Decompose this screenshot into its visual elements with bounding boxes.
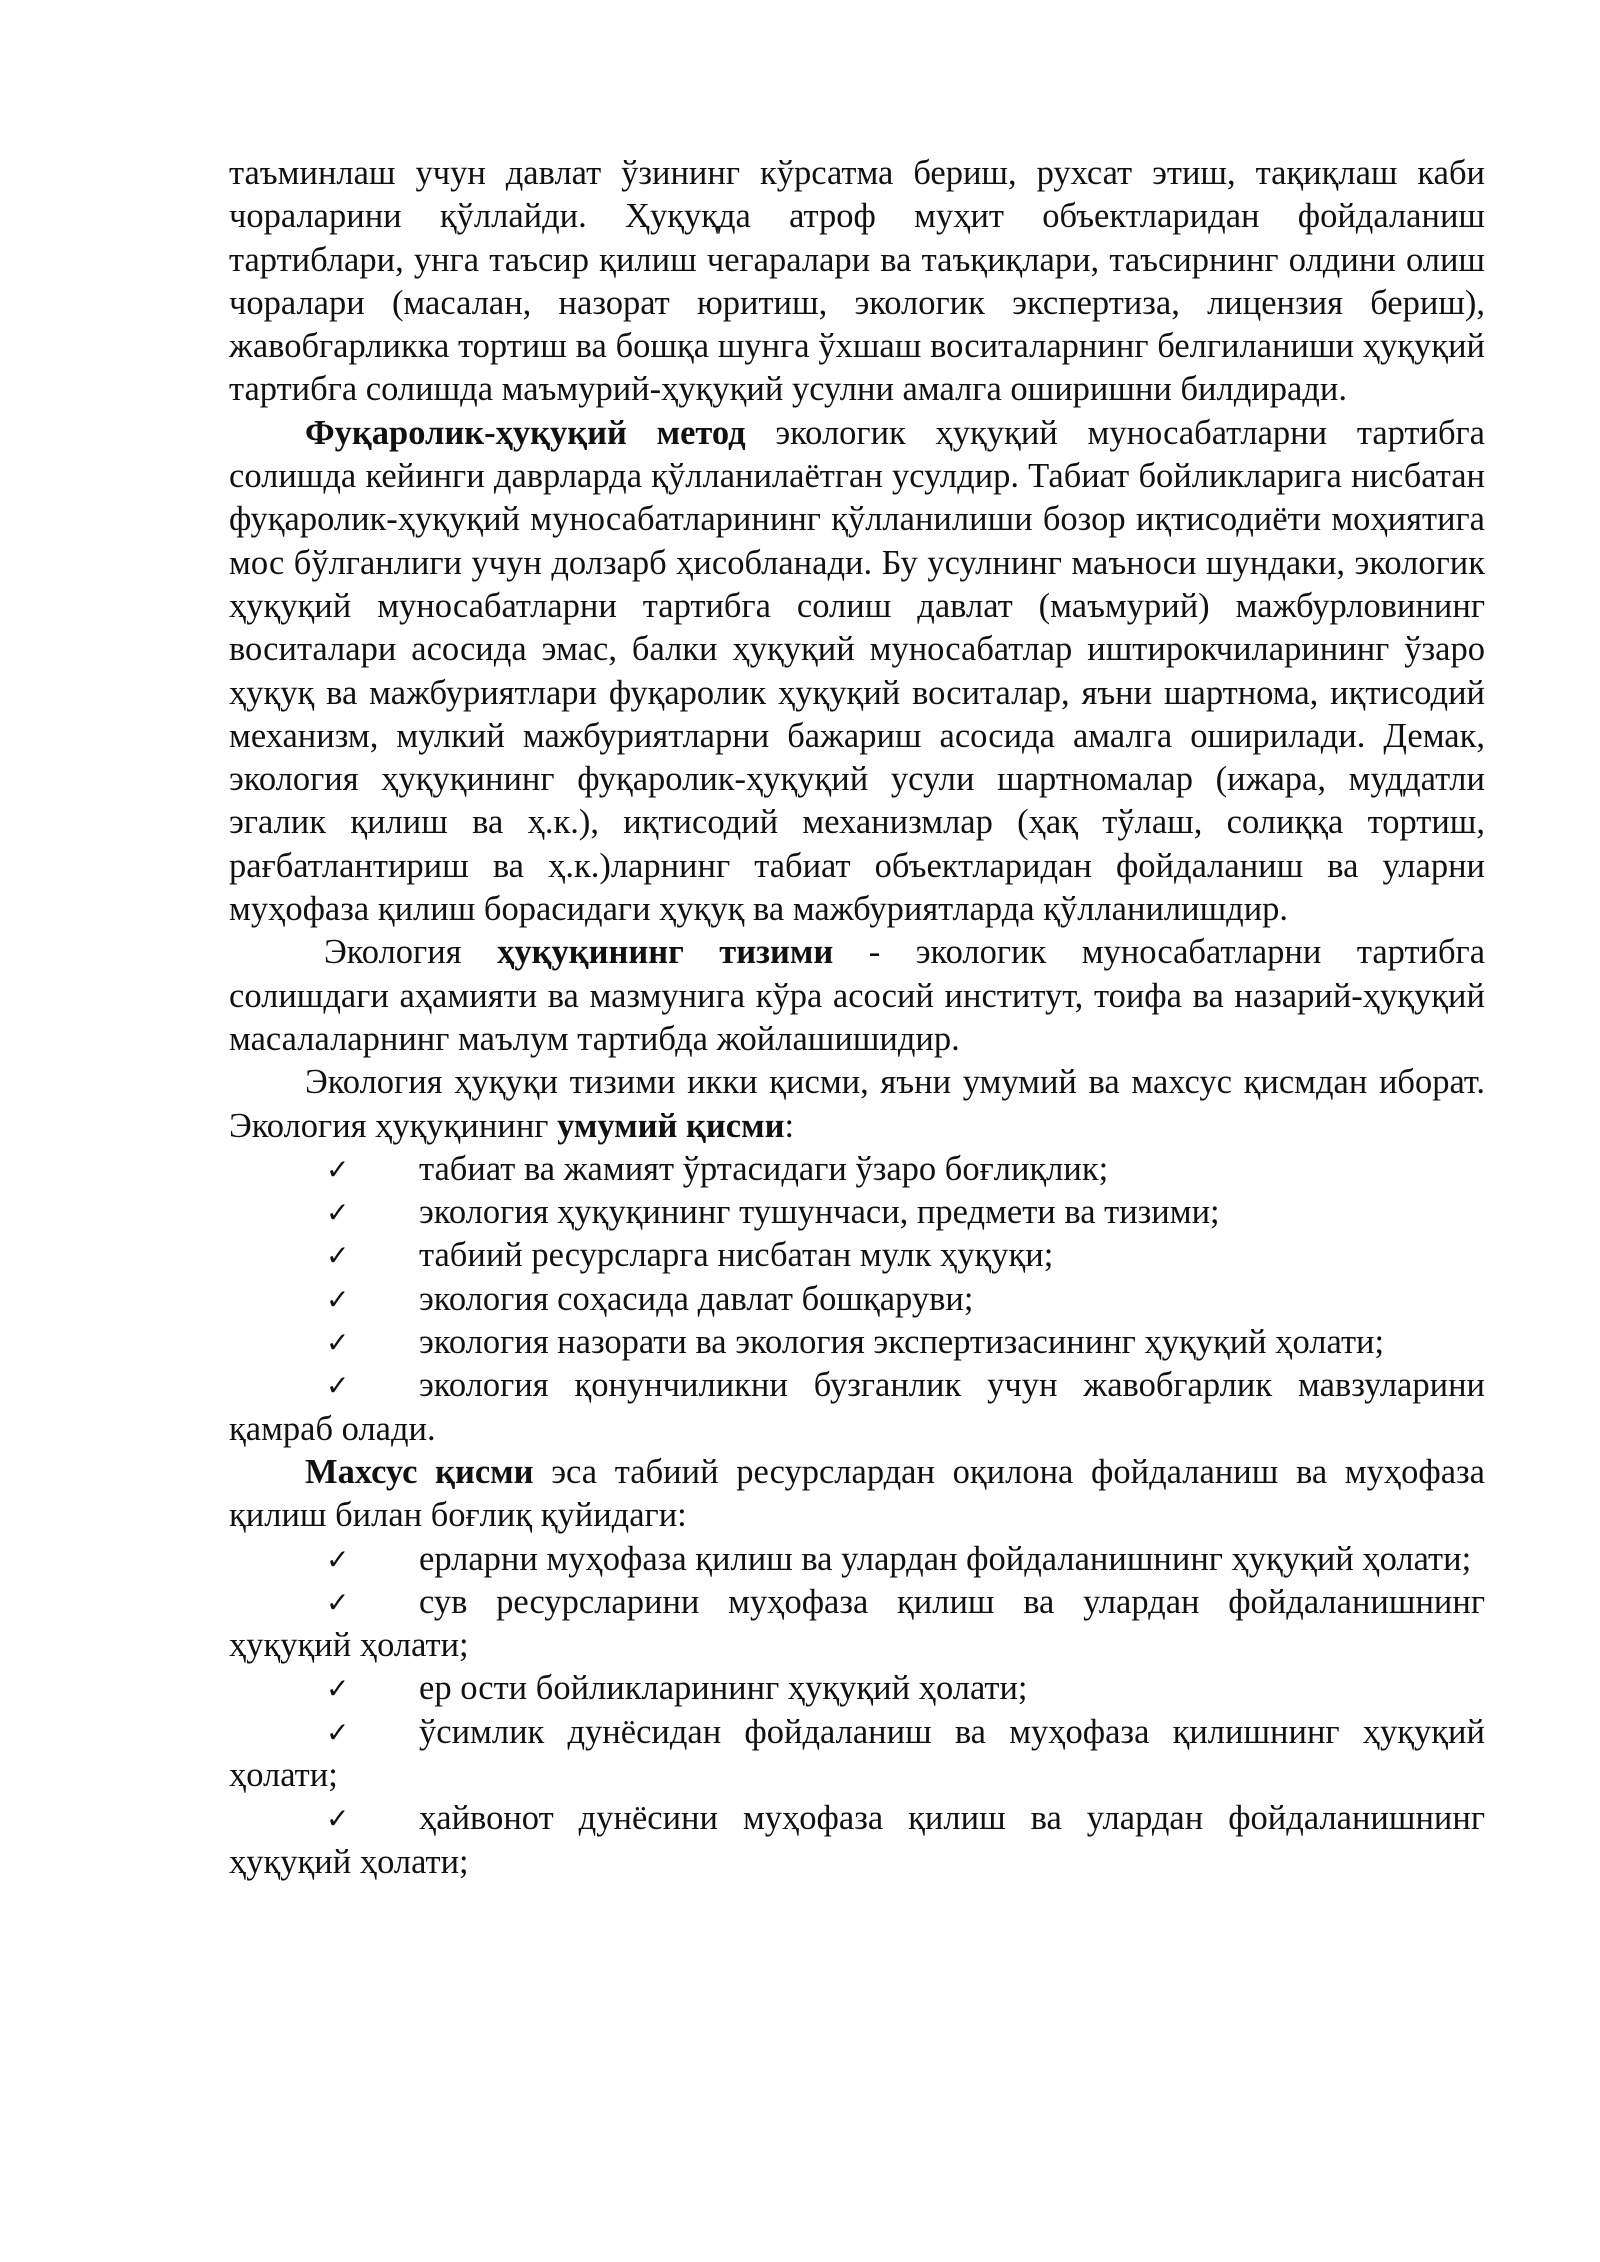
list-item bbox=[229, 1278, 1485, 1321]
system-term: ҳуқуқининг тизими bbox=[497, 933, 834, 972]
paragraph-special-part bbox=[229, 1451, 1485, 1538]
list-item-text: табиий ресурсларга нисбатан мулк ҳуқуқи; bbox=[419, 1236, 1054, 1275]
checkmark-icon: ✓ bbox=[326, 1585, 350, 1619]
system-parts-colon: : bbox=[784, 1106, 795, 1145]
checkmark-icon: ✓ bbox=[326, 1369, 350, 1403]
civil-method-term: Фуқаролик-ҳуқуқий метод bbox=[305, 413, 746, 452]
checkmark-icon: ✓ bbox=[326, 1326, 350, 1360]
list-item bbox=[229, 1234, 1485, 1277]
list-item-text: экология қонунчиликни бузганлик учун жавобгарлик мавзуларини қамраб олади. bbox=[229, 1366, 1485, 1448]
list-item-text: экология соҳасида давлат бошқаруви; bbox=[419, 1279, 974, 1318]
system-def-text: - экологик муносабатларни тартибга солишдаги аҳамияти ва мазмунига кўра асосий институт, тоифа ва назарий-ҳуқуқий масалаларнинг маълум тартибда жойлашишидир. bbox=[229, 933, 1486, 1058]
checkmark-icon: ✓ bbox=[326, 1196, 350, 1230]
list-item bbox=[229, 1581, 1485, 1668]
list-item-text: ерларни муҳофаза қилиш ва улардан фойдаланишнинг ҳуқуқий ҳолати; bbox=[419, 1539, 1472, 1578]
checkmark-icon: ✓ bbox=[326, 1715, 350, 1749]
checkmark-icon: ✓ bbox=[326, 1542, 350, 1576]
list-item-text: экология назорати ва экология экспертизасининг ҳуқуқий ҳолати; bbox=[419, 1323, 1385, 1362]
special-part-term: Махсус қисми bbox=[305, 1452, 534, 1491]
list-item bbox=[229, 1191, 1485, 1234]
special-part-list bbox=[229, 1538, 1485, 1884]
paragraph-system-definition bbox=[229, 931, 1485, 1061]
list-item-text: табиат ва жамият ўртасидаги ўзаро боғлиқлик; bbox=[419, 1149, 1109, 1188]
list-item bbox=[229, 1364, 1485, 1451]
list-item bbox=[229, 1321, 1485, 1364]
checkmark-icon: ✓ bbox=[326, 1152, 350, 1186]
checkmark-icon: ✓ bbox=[326, 1672, 350, 1706]
general-part-list bbox=[229, 1148, 1485, 1451]
checkmark-icon: ✓ bbox=[326, 1282, 350, 1316]
civil-method-text: экологик ҳуқуқий муносабатларни тартибга солишда кейинги даврларда қўлланилаётган усулдир. Табиат бойликларига нисбатан фуқаролик-ҳуқуқий муносабатларининг қўлланилиши бозор иқтисодиёти моҳиятига мос бўлганлиги учун долзарб ҳисобланади. Бу усулнинг маъноси шундаки, экологик ҳуқуқий муносабатларни тартибга солиш давлат (маъмурий) мажбурловининг воситалари асосида эмас, балки ҳуқуқий муносабатлар иштирокчиларининг ўзаро ҳуқуқ ва мажбуриятлари фуқаролик ҳуқуқий воситалар, яъни шартнома, иқтисодий механизм, мулкий мажбуриятларни бажариш асосида амалга оширилади. Демак, экология ҳуқуқининг фуқаролик-ҳуқуқий усули шартномалар (ижара, муддатли эгалик қилиш ва ҳ.к.), иқтисодий механизмлар (ҳақ тўлаш, солиққа тортиш, рағбатлантириш ва ҳ.к.)ларнинг табиат объектларидан фойдаланиш ва уларни муҳофаза қилиш борасидаги ҳуқуқ ва мажбуриятларда қўлланилишдир. bbox=[229, 413, 1485, 929]
checkmark-icon: ✓ bbox=[326, 1802, 350, 1836]
list-item bbox=[229, 1538, 1485, 1581]
paragraph-system-parts bbox=[229, 1061, 1485, 1148]
checkmark-icon: ✓ bbox=[326, 1239, 350, 1273]
general-part-term: умумий қисми bbox=[557, 1106, 785, 1145]
list-item-text: сув ресурсларини муҳофаза қилиш ва улардан фойдаланишнинг ҳуқуқий ҳолати; bbox=[229, 1582, 1485, 1665]
special-part-text: эса табиий ресурслардан оқилона фойдаланиш ва муҳофаза қилиш билан боғлиқ қуйидаги: bbox=[229, 1452, 1485, 1535]
list-item bbox=[229, 1148, 1485, 1191]
list-item bbox=[229, 1797, 1485, 1884]
paragraph-civil-method bbox=[229, 412, 1485, 932]
list-item bbox=[229, 1667, 1485, 1710]
paragraph-admin-method: таъминлаш учун давлат ўзининг кўрсатма бериш, рухсат этиш, тақиқлаш каби чораларини қўллайди. Ҳуқуқда атроф муҳит объектларидан фойдаланиш тартиблари, унга таъсир қилиш чегаралари ва таъқиқлари, таъсирнинг олдини олиш чоралари (масалан, назорат юритиш, экологик экспертиза, лицензия бериш), жавобгарликка тортиш ва бошқа шунга ўхшаш воситаларнинг белгиланиши ҳуқуқий тартибга солишда маъмурий-ҳуқуқий усулни амалга оширишни билдиради. bbox=[229, 154, 1485, 409]
list-item-text: ер ости бойликларининг ҳуқуқий ҳолати; bbox=[419, 1669, 1028, 1708]
system-def-prefix: Экология bbox=[324, 933, 498, 972]
list-item-text: ҳайвонот дунёсини муҳофаза қилиш ва улардан фойдаланишнинг ҳуқуқий ҳолати; bbox=[229, 1799, 1485, 1881]
list-item-text: ўсимлик дунёсидан фойдаланиш ва муҳофаза қилишнинг ҳуқуқий ҳолати; bbox=[229, 1712, 1485, 1794]
system-parts-text: Экология ҳуқуқи тизими икки қисми, яъни умумий ва махсус қисмдан иборат. Экология ҳуқуқининг bbox=[229, 1063, 1485, 1145]
list-item bbox=[229, 1711, 1485, 1798]
list-item-text: экология ҳуқуқининг тушунчаси, предмети ва тизими; bbox=[419, 1193, 1220, 1232]
